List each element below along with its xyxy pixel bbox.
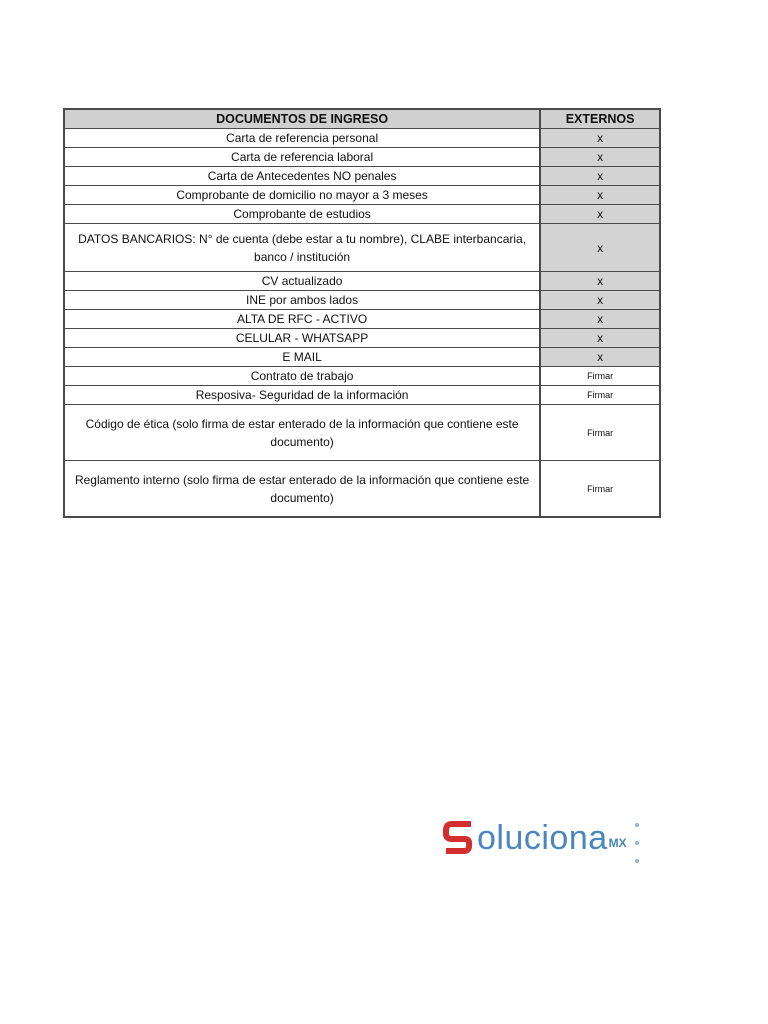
soluciona-logo [443, 812, 627, 856]
ext-cell: Firmar [540, 386, 660, 405]
documents-table [63, 108, 661, 518]
logo-dots-icon [635, 814, 645, 868]
doc-cell: Comprobante de domicilio no mayor a 3 meses [64, 186, 540, 205]
doc-cell: CELULAR - WHATSAPP [64, 329, 540, 348]
table-header-row [64, 109, 660, 129]
table-row [64, 405, 660, 461]
header-documentos: DOCUMENTOS DE INGRESO [64, 109, 540, 129]
ext-cell: x [540, 272, 660, 291]
doc-cell: E MAIL [64, 348, 540, 367]
ext-cell: x [540, 167, 660, 186]
doc-cell: Contrato de trabajo [64, 367, 540, 386]
logo-wordmark: oluciona [477, 819, 608, 857]
doc-cell: INE por ambos lados [64, 291, 540, 310]
table-row [64, 167, 660, 186]
ext-cell: Firmar [540, 405, 660, 461]
ext-cell: Firmar [540, 461, 660, 518]
ext-cell: x [540, 329, 660, 348]
doc-cell: CV actualizado [64, 272, 540, 291]
doc-cell: ALTA DE RFC - ACTIVO [64, 310, 540, 329]
ext-cell: x [540, 148, 660, 167]
ext-cell: x [540, 205, 660, 224]
doc-cell: Carta de Antecedentes NO penales [64, 167, 540, 186]
table-row [64, 291, 660, 310]
doc-cell: DATOS BANCARIOS: N° de cuenta (debe estar a tu nombre), CLABE interbancaria, banco / institución [64, 224, 540, 272]
table-row [64, 310, 660, 329]
table-row [64, 386, 660, 405]
ext-cell: x [540, 291, 660, 310]
logo-suffix: MX [608, 836, 627, 850]
ext-cell: x [540, 186, 660, 205]
doc-cell: Carta de referencia personal [64, 129, 540, 148]
table-row [64, 348, 660, 367]
table-row [64, 205, 660, 224]
doc-cell: Carta de referencia laboral [64, 148, 540, 167]
doc-cell: Comprobante de estudios [64, 205, 540, 224]
ext-cell: x [540, 129, 660, 148]
ext-cell: Firmar [540, 367, 660, 386]
header-externos: EXTERNOS [540, 109, 660, 129]
table-row [64, 272, 660, 291]
table-row [64, 129, 660, 148]
table-row [64, 148, 660, 167]
doc-cell: Código de ética (solo firma de estar enterado de la información que contiene este documento) [64, 405, 540, 461]
table-row [64, 461, 660, 518]
table-row [64, 186, 660, 205]
ext-cell: x [540, 310, 660, 329]
doc-cell: Resposiva- Seguridad de la información [64, 386, 540, 405]
doc-cell: Reglamento interno (solo firma de estar enterado de la información que contiene este documento) [64, 461, 540, 518]
logo-s-mark-icon [443, 820, 475, 856]
ext-cell: x [540, 224, 660, 272]
table-row [64, 367, 660, 386]
table-row [64, 329, 660, 348]
ext-cell: x [540, 348, 660, 367]
table-row [64, 224, 660, 272]
